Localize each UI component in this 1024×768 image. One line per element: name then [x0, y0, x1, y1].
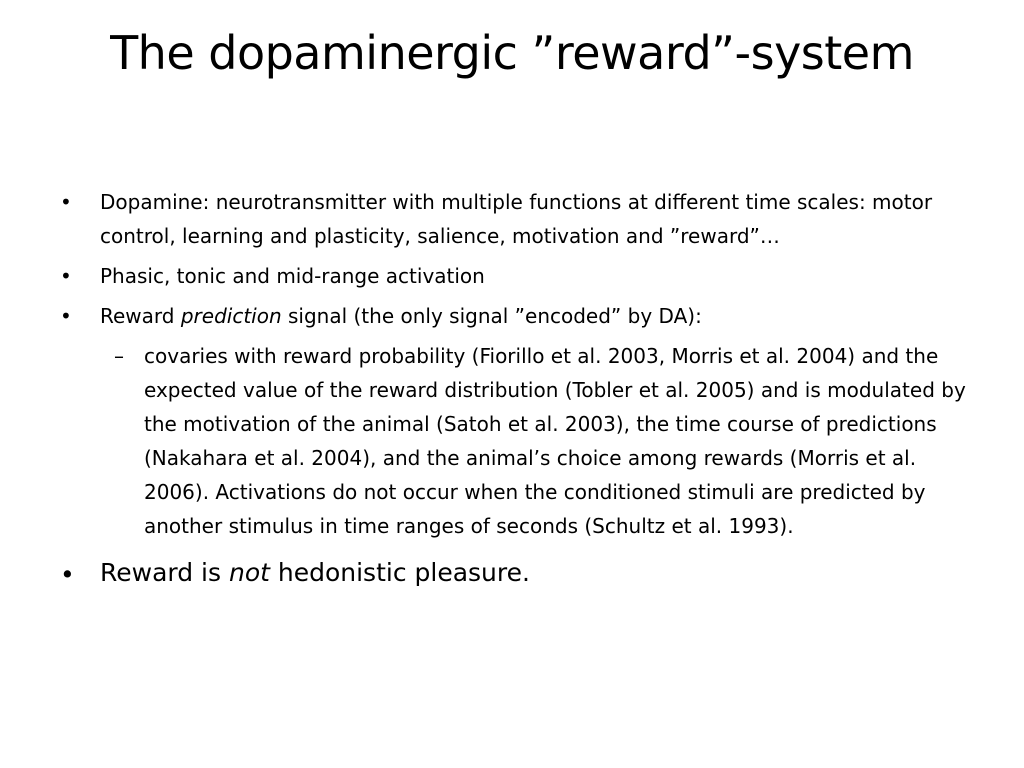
bullet-text-after: hedonistic pleasure. — [269, 558, 530, 587]
bullet-text-emphasis: prediction — [180, 304, 282, 328]
bullet-text-before: Reward — [100, 304, 181, 328]
bullet-marker: • — [60, 304, 72, 328]
bullet-item-reward-prediction — [56, 299, 976, 333]
bullet-item-dopamine — [56, 185, 976, 253]
bullet-item-activation — [56, 259, 976, 293]
bullet-text: Phasic, tonic and mid-range activation — [100, 264, 485, 288]
bullet-item-hedonistic — [56, 553, 976, 593]
bullet-marker: • — [60, 190, 72, 214]
slide-body — [56, 185, 976, 599]
bullet-text-emphasis: not — [228, 558, 270, 587]
sub-bullet-text: covaries with reward probability (Fiorillo et al. 2003, Morris et al. 2004) and the expected value of the reward distribution (Tobler et al. 2005) and is modulated by the motivation of the animal (Satoh et al. 2003), the time course of predictions (Nakahara et al. 2004), and the animal’s choice among rewards (Morris et al. 2006). Activations do not occur when the conditioned stimuli are predicted by another stimulus in time ranges of seconds (Schultz et al. 1993). — [144, 344, 966, 538]
bullet-marker: • — [60, 264, 72, 288]
bullet-text: Dopamine: neurotransmitter with multiple functions at different time scales: motor control, learning and plasticity, salience, motivation and ”reward”… — [100, 190, 933, 248]
sub-bullet-marker: – — [114, 344, 124, 368]
bullet-text-before: Reward is — [100, 558, 229, 587]
bullet-marker: • — [60, 560, 75, 589]
slide-title: The dopaminergic ”reward”-system — [110, 26, 914, 80]
bullet-text-after: signal (the only signal ”encoded” by DA): — [281, 304, 702, 328]
sub-bullet-item-covaries — [100, 339, 976, 543]
